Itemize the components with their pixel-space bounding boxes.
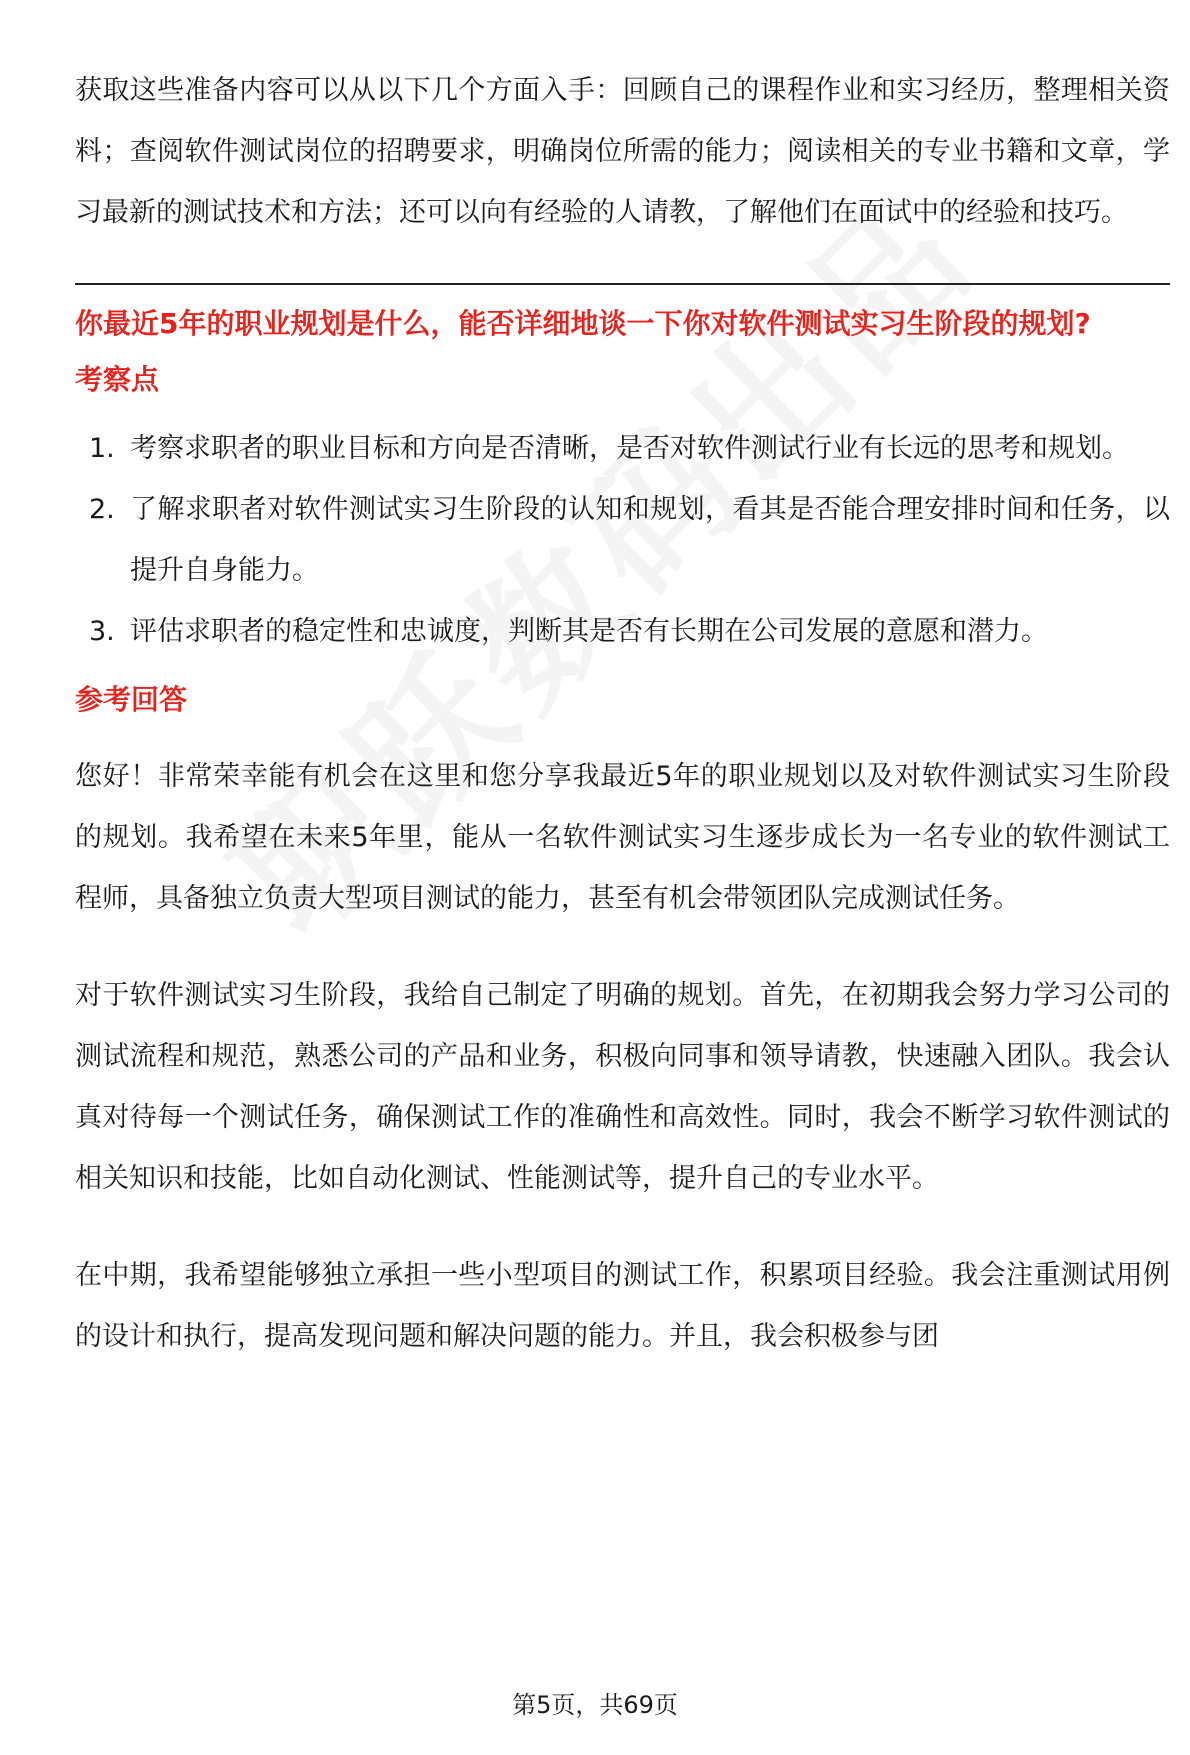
list-item-text: 考察求职者的职业目标和方向是否清晰，是否对软件测试行业有长远的思考和规划。 — [130, 433, 1129, 464]
list-number: 1. — [89, 433, 115, 464]
answer-paragraph: 对于软件测试实习生阶段，我给自己制定了明确的规划。首先，在初期我会努力学习公司的测试流程和规范，熟悉公司的产品和业务，积极向同事和领导请教，快速融入团队。我会认真对待每一个测试任务，确保测试工作的准确性和高效性。同时，我会不断学习软件测试的相关知识和技能，比如自动化测试、性能测试等，提升自己的专业水平。 — [75, 980, 1170, 1194]
section-divider — [75, 283, 1170, 285]
answer-paragraph: 您好！非常荣幸能有机会在这里和您分享我最近5年的职业规划以及对软件测试实习生阶段的规划。我希望在未来5年里，能从一名软件测试实习生逐步成长为一名专业的软件测试工程师，具备独立负责大型项目测试的能力，甚至有机会带领团队完成测试任务。 — [75, 761, 1170, 914]
points-list — [75, 418, 1170, 662]
answer-title: 参考回答 — [75, 683, 188, 716]
list-item-text: 评估求职者的稳定性和忠诚度，判断其是否有长期在公司发展的意愿和潜力。 — [130, 616, 1048, 647]
list-item-text: 了解求职者对软件测试实习生阶段的认知和规划，看其是否能合理安排时间和任务，以提升自身能力。 — [130, 494, 1170, 586]
answer-paragraph: 在中期，我希望能够独立承担一些小型项目的测试工作，积累项目经验。我会注重测试用例的设计和执行，提高发现问题和解决问题的能力。并且，我会积极参与团 — [75, 1260, 1170, 1352]
list-number: 2. — [89, 494, 115, 525]
points-title: 考察点 — [75, 363, 160, 396]
intro-paragraph: 获取这些准备内容可以从以下几个方面入手：回顾自己的课程作业和实习经历，整理相关资料；查阅软件测试岗位的招聘要求，明确岗位所需的能力；阅读相关的专业书籍和文章，学习最新的测试技术和方法；还可以向有经验的人请教，了解他们在面试中的经验和技巧。 — [75, 75, 1170, 228]
list-item — [75, 479, 1170, 601]
list-number: 3. — [89, 616, 115, 647]
document-page — [75, 60, 1170, 1367]
list-item — [75, 418, 1170, 479]
page-footer: 第5页，共69页 — [512, 1691, 678, 1719]
list-item — [75, 601, 1170, 662]
question-heading: 你最近5年的职业规划是什么，能否详细地谈一下你对软件测试实习生阶段的规划? — [75, 307, 1091, 340]
